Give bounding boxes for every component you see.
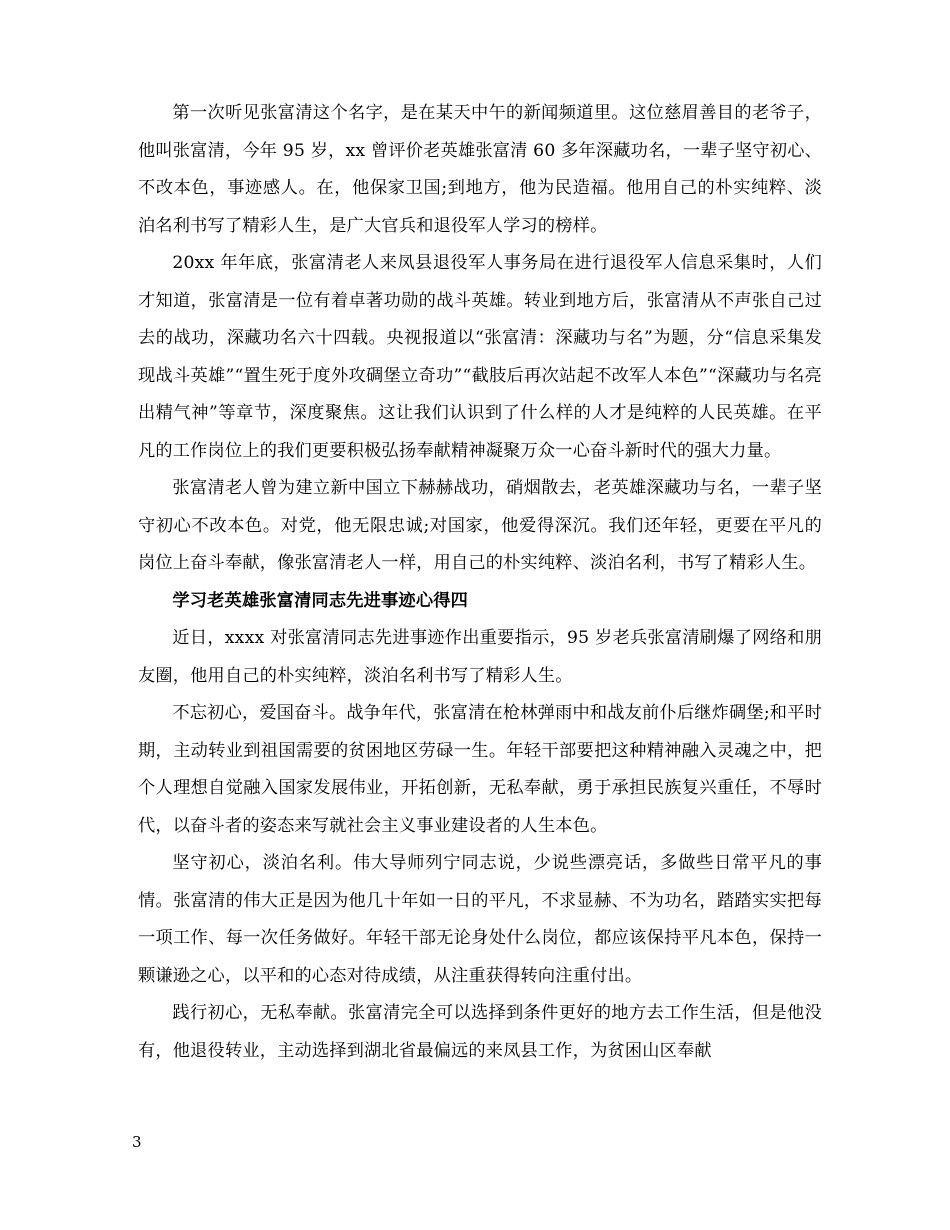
paragraph-2: 20xx 年年底，张富清老人来凤县退役军人事务局在进行退役军人信息采集时，人们才知道，张富清是一位有着卓著功勋的战斗英雄。转业到地方后，张富清从不声张自己过去的战功，深藏功名六十四载。央视报道以“张富清：深藏功与名”为题，分“信息采集发现战斗英雄”“置生死于度外攻碉堡立奇功”“截肢后再次站起不改军人本色”“深藏功与名亮出精气神”等章节，深度聚焦。这让我们认识到了什么样的人才是纯粹的人民英雄。在平凡的工作岗位上的我们更要积极弘扬奉献精神凝聚万众一心奋斗新时代的强大力量。	[138, 253, 822, 461]
paragraph-7: 践行初心，无私奉献。张富清完全可以选择到条件更好的地方去工作生活，但是他没有，他退役转业，主动选择到湖北省最偏远的来凤县工作，为贫困山区奉献	[138, 1003, 822, 1061]
paragraph-1: 第一次听见张富清这个名字，是在某天中午的新闻频道里。这位慈眉善目的老爷子，他叫张富清，今年 95 岁，xx 曾评价老英雄张富清 60 多年深藏功名，一辈子坚守初心、不改本色，事迹感人。在，他保家卫国;到地方，他为民造福。他用自己的朴实纯粹、淡泊名利书写了精彩人生，是广大官兵和退役军人学习的榜样。	[138, 103, 822, 236]
paragraph-3: 张富清老人曾为建立新中国立下赫赫战功，硝烟散去，老英雄深藏功与名，一辈子坚守初心不改本色。对党，他无限忠诚;对国家，他爱得深沉。我们还年轻，更要在平凡的岗位上奋斗奉献，像张富清老人一样，用自己的朴实纯粹、淡泊名利，书写了精彩人生。	[138, 478, 822, 573]
paragraph-4: 近日，xxxx 对张富清同志先进事迹作出重要指示，95 岁老兵张富清刷爆了网络和朋友圈，他用自己的朴实纯粹，淡泊名利书写了精彩人生。	[138, 628, 822, 686]
page-number: 3	[132, 1133, 142, 1151]
paragraph-6: 坚守初心，淡泊名利。伟大导师列宁同志说，少说些漂亮话，多做些日常平凡的事情。张富清的伟大正是因为他几十年如一日的平凡，不求显赫、不为功名，踏踏实实把每一项工作、每一次任务做好。年轻干部无论身处什么岗位，都应该保持平凡本色，保持一颗谦逊之心，以平和的心态对待成绩，从注重获得转向注重付出。	[138, 853, 822, 986]
paragraph-5: 不忘初心，爱国奋斗。战争年代，张富清在枪林弹雨中和战友前仆后继炸碉堡;和平时期，主动转业到祖国需要的贫困地区劳碌一生。年轻干部要把这种精神融入灵魂之中，把个人理想自觉融入国家发展伟业，开拓创新，无私奉献，勇于承担民族复兴重任，不辱时代，以奋斗者的姿态来写就社会主义事业建设者的人生本色。	[138, 703, 822, 836]
document-body	[138, 95, 822, 1070]
section-heading: 学习老英雄张富清同志先进事迹心得四	[172, 590, 468, 611]
